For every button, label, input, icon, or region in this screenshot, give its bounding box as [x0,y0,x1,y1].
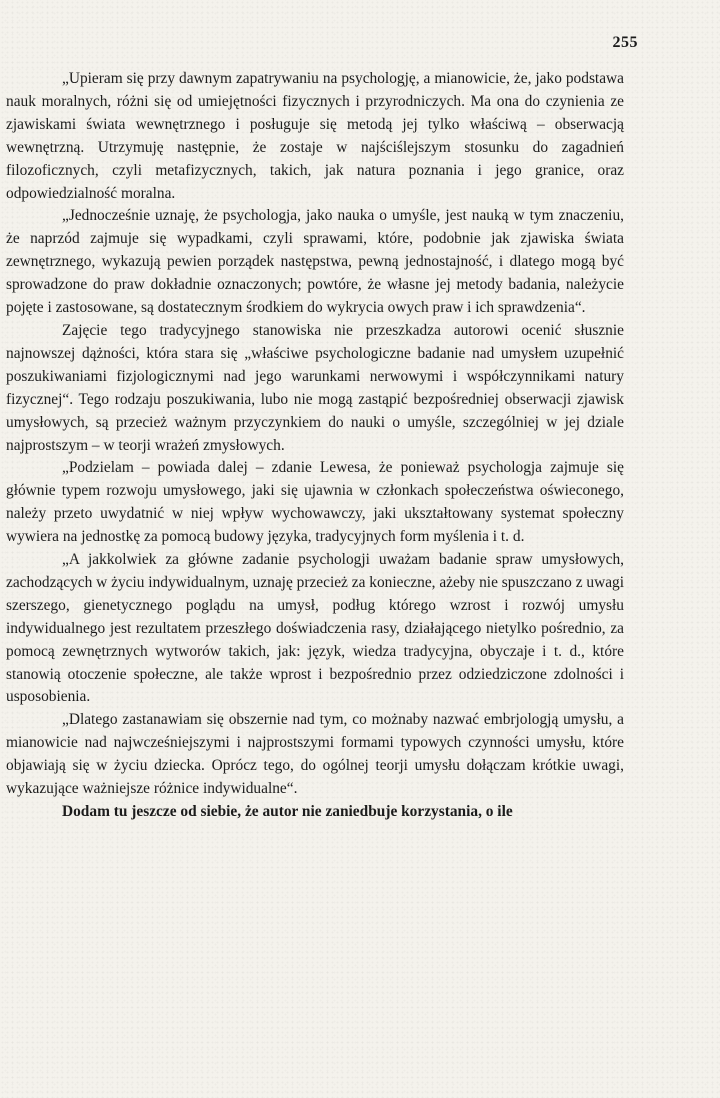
paragraph-7: Dodam tu jeszcze od siebie, że autor nie zaniedbuje korzystania, o ile [62,803,513,820]
paragraph-3: Zajęcie tego tradycyjnego stanowiska nie przeszkadza autorowi ocenić słusznie najnowszej dążności, która stara się „właściwe psychologiczne badanie nad umysłem uzupełnić poszukiwaniami fizjologicznymi nad jego warunkami nerwowymi i współczynnikami natury fizycznej“. Tego rodzaju poszukiwania, lubo nie mogą zastąpić bezpośredniej obserwacji zjawisk umysłowych, są przecież ważnym przyczynkiem do nauki o umyśle, szczególniej w jej dziale najprostszym – w teorji wrażeń zmysłowych. [6,321,624,454]
body-text [6,68,624,824]
paragraph-5: „A jakkolwiek za główne zadanie psychologji uważam badanie spraw umysłowych, zachodzących w życiu indywidualnym, uznaję przecież za konieczne, ażeby nie spuszczano z uwagi szerszego, gienetycznego poglądu na umysł, podług którego wzrost i rozwój umysłu indywidualnego jest rezultatem przeszłego doświadczenia rasy, działającego nietylko pośrednio, za pomocą zewnętrznych wytworów takich, jak: język, wiedza tradycyjna, obyczaje i t. d., które stanowią otoczenie społeczne, ale także wprost i bezpośrednio przez odziedziczone zdolności i usposobienia. [6,551,624,706]
page-number: 255 [612,34,638,51]
paragraph-4: „Podzielam – powiada dalej – zdanie Lewesa, że ponieważ psychologja zajmuje się głównie typem rozwoju umysłowego, jaki się ujawnia w członkach społeczeństwa oświeconego, należy przeto uwydatnić w niej wpływ wychowawczy, jaki ukształtowany systemat społeczny wywiera na jednostkę za pomocą budowy języka, tradycyjnych form myślenia i t. d. [6,459,624,546]
paragraph-2: „Jednocześnie uznaję, że psychologja, jako nauka o umyśle, jest nauką w tym znaczeniu, że naprzód zajmuje się wypadkami, czyli sprawami, które, podobnie jak zjawiska świata zewnętrznego, wykazują pewien porządek następstwa, pewną jednostajność, i dlatego mogą być sprowadzone do praw dokładnie oznaczonych; powtóre, że własne jej metody badania, należycie pojęte i zastosowane, są dostatecznym środkiem do wykrycia owych praw i ich sprawdzenia“. [6,207,624,317]
paragraph-6: „Dlatego zastanawiam się obszernie nad tym, co możnaby nazwać embrjologją umysłu, a mianowicie nad najwcześniejszymi i najprostszymi formami typowych czynności umysłu, które objawiają się w życiu dziecka. Oprócz tego, do ogólnej teorji umysłu dołączam krótkie uwagi, wykazujące ważniejsze różnice indywidualne“. [6,711,624,798]
paragraph-1: „Upieram się przy dawnym zapatrywaniu na psychologję, a mianowicie, że, jako podstawa nauk moralnych, różni się od umiejętności fizycznych i przyrodniczych. Ma ona do czynienia ze zjawiskami świata wewnętrznego i posługuje się metodą jej tylko właściwą – obserwacją wewnętrzną. Utrzymuję następnie, że zostaje w najściślejszym stosunku do zagadnień filozoficznych, czyli metafizycznych, takich, jak natura poznania i jego granice, oraz odpowiedzialność moralna. [6,70,624,202]
